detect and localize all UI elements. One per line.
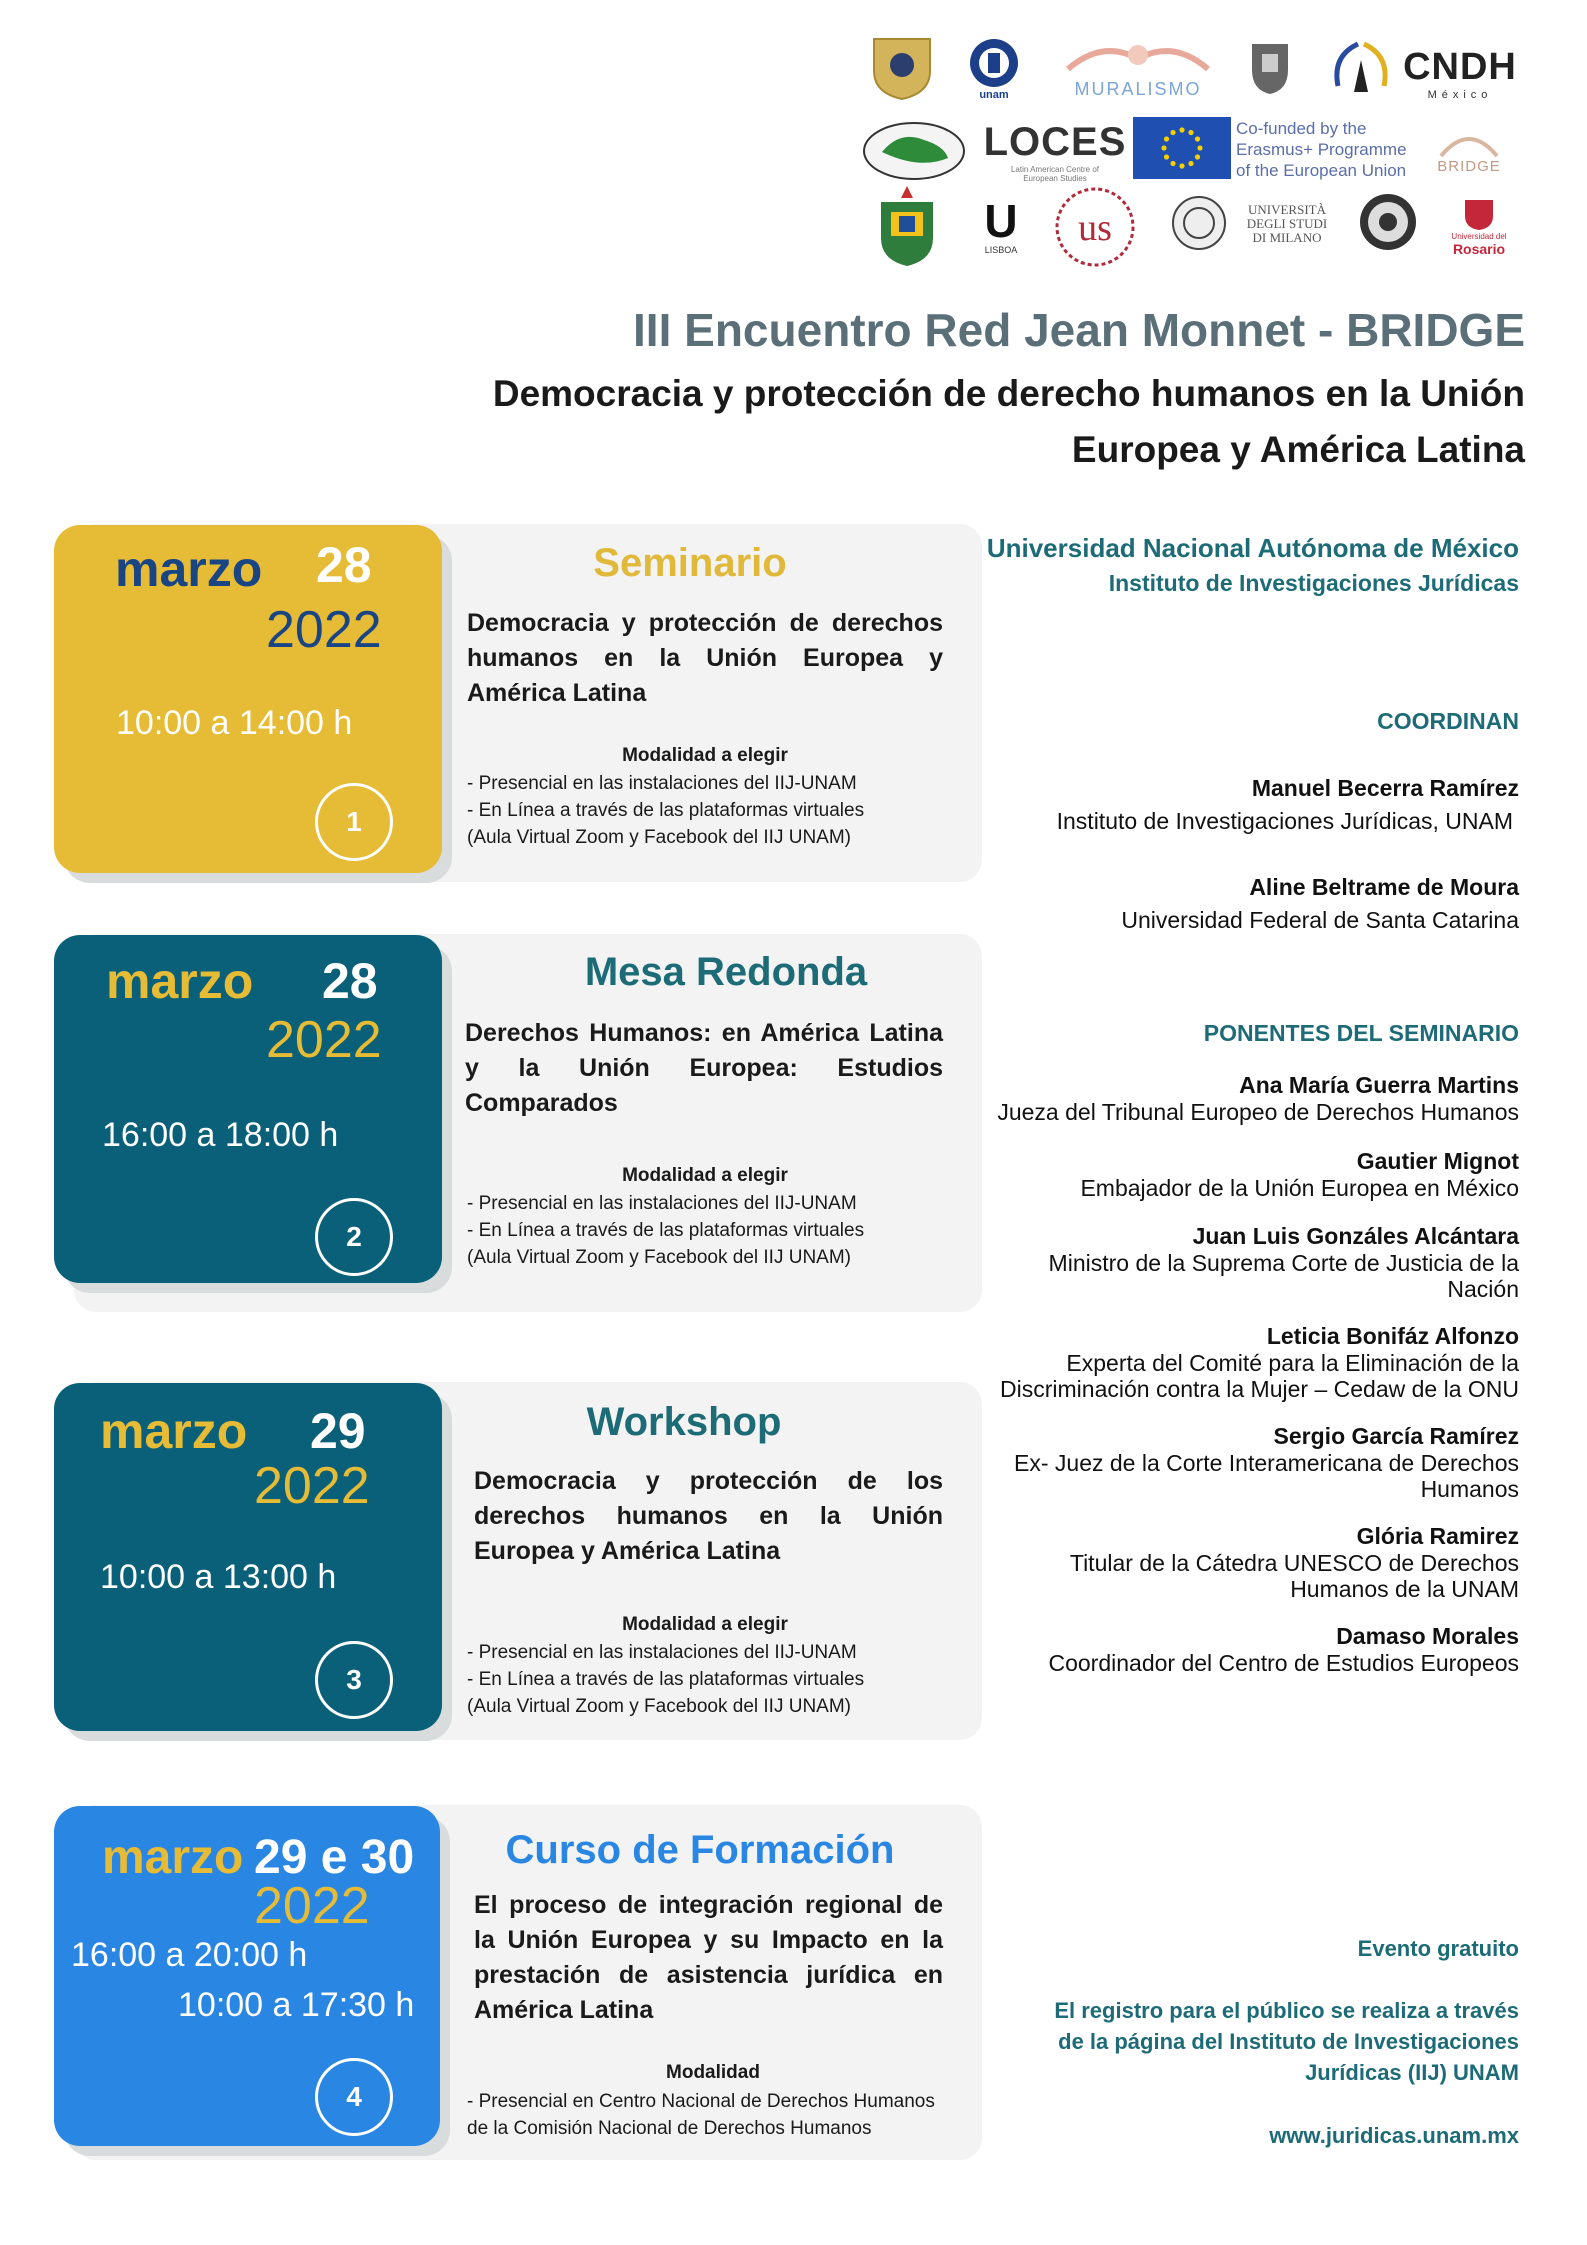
speaker-affiliation: Coordinador del Centro de Estudios Europeos xyxy=(1048,1650,1519,1676)
loces-text: LOCES xyxy=(983,119,1127,164)
ulisboa-u-icon: U xyxy=(984,195,1018,247)
coordinators-heading: COORDINAN xyxy=(1377,708,1519,734)
event-1-time: 10:00 a 14:00 h xyxy=(116,704,353,742)
registration-line: Jurídicas (IIJ) UNAM xyxy=(1305,2060,1519,2085)
unam-logo xyxy=(868,34,936,102)
event-2-day: 28 xyxy=(322,953,378,1009)
event-3-modality-line: (Aula Virtual Zoom y Facebook del IIJ UNAM) xyxy=(467,1696,852,1717)
speaker-name: Glória Ramirez xyxy=(1356,1523,1519,1549)
muralismo-text: MURALISMO xyxy=(1074,78,1202,99)
event-4-modality-heading: Modalidad xyxy=(666,2062,760,2083)
event-4-modality-list xyxy=(467,2088,935,2142)
event-4-description: El proceso de integración regional de la Unión Europea y su Impacto en la prestación de asistencia jurídica en América Latina xyxy=(474,1891,943,2024)
event-1-modality-line: - En Línea a través de las plataformas virtuales xyxy=(467,800,865,821)
speaker-entry xyxy=(1070,1523,1519,1602)
event-4-year: 2022 xyxy=(254,1877,370,1935)
muralismo-logo xyxy=(1058,36,1218,102)
registration-line: El registro para el público se realiza a través xyxy=(1054,1998,1519,2023)
loces-sub-text: Latin American Centre of European Studies xyxy=(1010,164,1100,183)
speaker-name: Sergio García Ramírez xyxy=(1273,1423,1519,1449)
loces-logo xyxy=(983,116,1127,186)
event-2-modality-line: (Aula Virtual Zoom y Facebook del IIJ UNAM) xyxy=(467,1247,852,1268)
speaker-affiliation: Embajador de la Unión Europea en México xyxy=(1080,1175,1519,1201)
speaker-name: Ana María Guerra Martins xyxy=(1239,1072,1519,1098)
green-map-logo xyxy=(858,116,970,186)
ulisboa-text: LISBOA xyxy=(984,245,1018,255)
milano-line-2: DEGLI STUDI xyxy=(1246,216,1328,231)
event-1-modality-list xyxy=(467,770,864,851)
event-2-number-badge: 2 xyxy=(315,1198,393,1276)
event-3-modality-list xyxy=(467,1639,864,1720)
ufsc-logo xyxy=(862,182,952,270)
round-seal-logo xyxy=(1356,190,1420,254)
milano-text xyxy=(1234,196,1340,252)
speaker-entry xyxy=(1014,1423,1519,1502)
erasmus-line-2: Erasmus+ Programme xyxy=(1236,139,1407,159)
speaker-affiliation: Nación xyxy=(1447,1276,1519,1302)
event-2-month: marzo xyxy=(106,953,254,1009)
coordinator-affiliation: Instituto de Investigaciones Jurídicas, UNAM xyxy=(1056,808,1513,834)
milano-line-1: UNIVERSITÀ xyxy=(1248,202,1326,217)
rosario-logo xyxy=(1444,186,1514,266)
rosario-line-2: Rosario xyxy=(1452,240,1506,257)
event-3-title: Workshop xyxy=(586,1400,782,1444)
event-3-description: Democracia y protección de los derechos humanos en la Unión Europea y América Latina xyxy=(474,1467,943,1565)
event-4-modality-line: de la Comisión Nacional de Derechos Humanos xyxy=(467,2118,872,2139)
speaker-affiliation: Experta del Comité para la Eliminación de la xyxy=(1066,1350,1519,1376)
milano-line-3: DI MILANO xyxy=(1252,230,1322,245)
unam-lisboa-logo xyxy=(960,34,1028,104)
eu-flag xyxy=(1133,117,1231,179)
organizer-institute: Instituto de Investigaciones Jurídicas xyxy=(1108,570,1519,596)
event-4-number-badge: 4 xyxy=(315,2058,393,2136)
event-3-day: 29 xyxy=(310,1403,366,1459)
speaker-affiliation: Ex- Juez de la Corte Interamericana de Derechos xyxy=(1014,1450,1519,1476)
event-1-modality-line: - Presencial en las instalaciones del IIJ-UNAM xyxy=(467,773,857,794)
event-3-modality-line: - En Línea a través de las plataformas virtuales xyxy=(467,1669,865,1690)
speaker-affiliation: Discriminación contra la Mujer – Cedaw de la ONU xyxy=(1000,1376,1519,1402)
event-3-modality-heading: Modalidad a elegir xyxy=(622,1614,788,1635)
speaker-name: Damaso Morales xyxy=(1336,1623,1519,1649)
bridge-text: BRIDGE xyxy=(1437,157,1501,175)
event-1-year: 2022 xyxy=(266,601,382,659)
coordinator-entry xyxy=(1057,775,1519,834)
event-3-time: 10:00 a 13:00 h xyxy=(100,1558,337,1596)
website-link[interactable]: www.juridicas.unam.mx xyxy=(1269,2123,1519,2148)
event-4-time-2: 10:00 a 17:30 h xyxy=(178,1986,415,2024)
event-2-time: 16:00 a 18:00 h xyxy=(102,1116,339,1154)
milano-seal xyxy=(1168,192,1230,254)
event-3-year: 2022 xyxy=(254,1457,370,1515)
free-event-note: Evento gratuito xyxy=(1357,1936,1519,1961)
coordinator-name: Manuel Becerra Ramírez xyxy=(1251,775,1519,801)
cndh-emblem xyxy=(1326,34,1396,104)
speaker-entry xyxy=(1080,1148,1519,1201)
organizer-university: Universidad Nacional Autónoma de México xyxy=(986,533,1519,563)
event-2-modality-list xyxy=(467,1190,864,1271)
sevilla-logo xyxy=(1052,184,1138,270)
erasmus-line-3: of the European Union xyxy=(1236,160,1407,180)
speaker-entry xyxy=(1000,1323,1519,1402)
speaker-affiliation: Titular de la Cátedra UNESCO de Derechos xyxy=(1069,1550,1519,1576)
speaker-affiliation: Humanos de la UNAM xyxy=(1290,1576,1519,1602)
event-1-modality-line: (Aula Virtual Zoom y Facebook del IIJ UNAM) xyxy=(467,827,852,848)
event-4-time-1: 16:00 a 20:00 h xyxy=(71,1936,308,1974)
registration-note xyxy=(1054,1995,1519,2088)
speaker-name: Leticia Bonifáz Alfonzo xyxy=(1266,1323,1519,1349)
ulisboa-logo xyxy=(978,186,1024,266)
coordinator-name: Aline Beltrame de Moura xyxy=(1249,874,1519,900)
event-2-modality-line: - Presencial en las instalaciones del IIJ-UNAM xyxy=(467,1193,857,1214)
speaker-name: Juan Luis Gonzáles Alcántara xyxy=(1192,1223,1519,1249)
cndh-sub-text: México xyxy=(1427,88,1493,101)
event-3-number-badge: 3 xyxy=(315,1641,393,1719)
event-4-month: marzo xyxy=(102,1831,244,1884)
erasmus-line-1: Co-funded by the xyxy=(1236,118,1367,138)
event-4-title: Curso de Formación xyxy=(505,1828,895,1872)
registration-line: de la página del Instituto de Investigaciones xyxy=(1058,2029,1519,2054)
event-4-modality-line: - Presencial en Centro Nacional de Derechos Humanos xyxy=(467,2091,935,2112)
event-2-modality-heading: Modalidad a elegir xyxy=(622,1165,788,1186)
page-title: III Encuentro Red Jean Monnet - BRIDGE xyxy=(633,304,1525,356)
event-1-description: Democracia y protección de derechos humanos en la Unión Europea y América Latina xyxy=(467,609,943,707)
event-1-day: 28 xyxy=(316,537,372,593)
event-2-description: Derechos Humanos: en América Latina y la Unión Europea: Estudios Comparados xyxy=(465,1019,943,1117)
event-3-month: marzo xyxy=(100,1403,248,1459)
rosario-line-1: Universidad del xyxy=(1451,231,1507,241)
cndh-logo xyxy=(1400,40,1520,106)
event-1-month: marzo xyxy=(115,541,263,597)
event-1-number-badge: 1 xyxy=(315,783,393,861)
speaker-entry xyxy=(1049,1223,1519,1302)
speakers-heading: PONENTES DEL SEMINARIO xyxy=(1203,1020,1519,1046)
shield-logo xyxy=(1248,38,1292,98)
speaker-entry xyxy=(1048,1623,1519,1676)
event-2-modality-line: - En Línea a través de las plataformas virtuales xyxy=(467,1220,865,1241)
page-subtitle: Democracia y protección de derecho humanos en la Unión Europea y América Latina xyxy=(492,373,1525,470)
coordinator-affiliation: Universidad Federal de Santa Catarina xyxy=(1121,907,1519,933)
speaker-entry xyxy=(997,1072,1519,1125)
event-4-day: 29 e 30 xyxy=(254,1831,415,1884)
erasmus-text xyxy=(1236,114,1416,184)
bridge-logo xyxy=(1432,120,1506,182)
coordinator-entry xyxy=(1121,874,1519,933)
speaker-affiliation: Ministro de la Suprema Corte de Justicia de la xyxy=(1048,1250,1519,1276)
speaker-affiliation: Humanos xyxy=(1420,1476,1519,1502)
speaker-name: Gautier Mignot xyxy=(1356,1148,1519,1174)
event-3-modality-line: - Presencial en las instalaciones del IIJ-UNAM xyxy=(467,1642,857,1663)
unam-lisboa-text: unam xyxy=(979,89,1009,101)
speaker-affiliation: Jueza del Tribunal Europeo de Derechos Humanos xyxy=(997,1099,1519,1125)
svg-text:us: us xyxy=(1078,207,1112,249)
event-2-year: 2022 xyxy=(266,1011,382,1069)
event-2-title: Mesa Redonda xyxy=(584,950,868,994)
cndh-text: CNDH xyxy=(1403,45,1517,88)
event-1-modality-heading: Modalidad a elegir xyxy=(622,745,788,766)
event-1-title: Seminario xyxy=(593,541,787,585)
